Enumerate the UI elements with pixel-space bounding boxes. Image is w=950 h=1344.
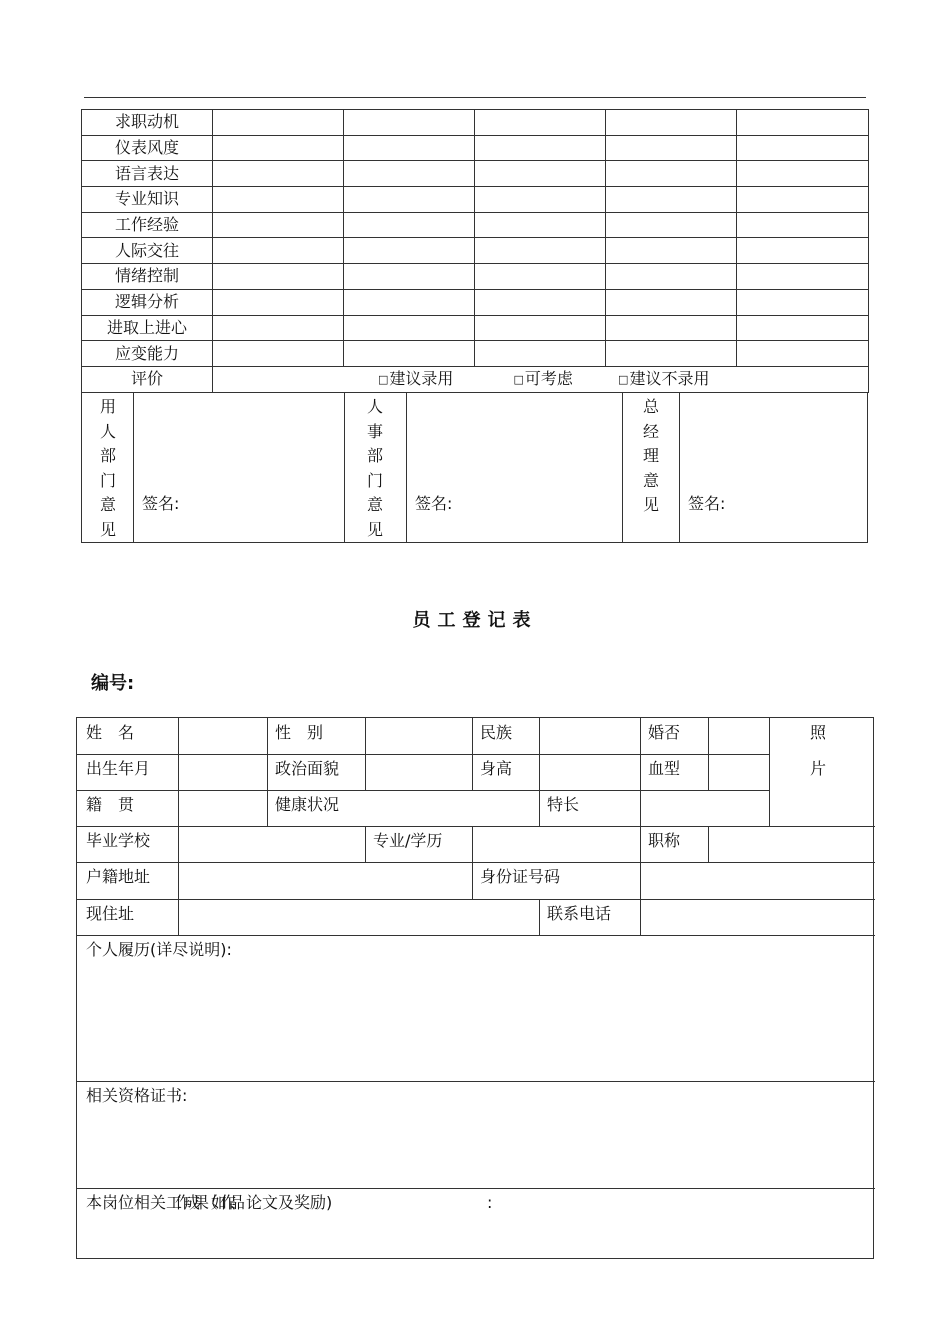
score-cell[interactable] [344, 187, 475, 213]
vertical-char: 人 [366, 397, 383, 416]
score-cell[interactable] [344, 135, 475, 161]
criteria-label: 人际交往 [82, 238, 213, 264]
option-not-recommend[interactable]: □建议不录用 [618, 368, 710, 388]
score-cell[interactable] [475, 264, 606, 290]
vertical-char: 意 [642, 470, 659, 490]
score-cell[interactable] [475, 135, 606, 161]
vertical-char: 见 [366, 519, 383, 539]
criteria-row [82, 238, 869, 264]
criteria-label: 工作经验 [82, 212, 213, 238]
criteria-row [82, 161, 869, 187]
score-cell[interactable] [213, 135, 344, 161]
criteria-label: 求职动机 [82, 110, 213, 136]
score-cell[interactable] [475, 238, 606, 264]
checkbox-icon: □ [513, 372, 524, 386]
criteria-label: 进取上进心 [82, 315, 213, 341]
score-cell[interactable] [213, 264, 344, 290]
form-title: 员工登记表 [412, 610, 538, 631]
criteria-label: 语言表达 [82, 161, 213, 187]
gm-signature-label: 签名: [688, 494, 726, 513]
employee-registration-form [76, 717, 874, 1259]
score-cell[interactable] [213, 161, 344, 187]
criteria-row [82, 341, 869, 367]
vertical-char: 见 [642, 495, 659, 515]
criteria-row [82, 135, 869, 161]
dept-signature-label: 签名: [142, 494, 180, 513]
rating-row [82, 366, 869, 392]
phone-label: 联系电话 [547, 904, 612, 923]
rating-label: 评价 [82, 366, 213, 392]
score-cell[interactable] [606, 135, 737, 161]
score-cell[interactable] [475, 289, 606, 315]
score-cell[interactable] [737, 187, 869, 213]
score-cell[interactable] [606, 187, 737, 213]
score-cell[interactable] [475, 110, 606, 136]
vertical-char: 见 [99, 519, 116, 539]
health-label: 健康状况 [275, 795, 340, 814]
score-cell[interactable] [737, 264, 869, 290]
score-cell[interactable] [344, 289, 475, 315]
vertical-char: 门 [366, 470, 383, 490]
criteria-row [82, 212, 869, 238]
criteria-row [82, 187, 869, 213]
checkbox-icon: □ [378, 372, 389, 386]
score-cell[interactable] [737, 161, 869, 187]
vertical-char: 用 [99, 397, 116, 416]
vertical-char: 部 [99, 446, 116, 466]
vertical-char: 门 [99, 470, 116, 490]
gender-label: 性 别 [275, 723, 324, 742]
professional-title-label: 职称 [648, 831, 681, 850]
vertical-char: 理 [642, 446, 659, 466]
score-cell[interactable] [344, 264, 475, 290]
score-cell[interactable] [213, 289, 344, 315]
marital-label: 婚否 [648, 723, 681, 742]
score-cell[interactable] [606, 341, 737, 367]
birth-label: 出生年月 [86, 759, 151, 778]
criteria-label: 逻辑分析 [82, 289, 213, 315]
score-cell[interactable] [213, 187, 344, 213]
score-cell[interactable] [344, 341, 475, 367]
ethnicity-label: 民族 [480, 723, 513, 742]
score-cell[interactable] [213, 315, 344, 341]
gm-opinion-label [641, 395, 661, 518]
school-label: 毕业学校 [86, 831, 151, 850]
score-cell[interactable] [737, 289, 869, 315]
criteria-label: 情绪控制 [82, 264, 213, 290]
vertical-char: 总 [642, 397, 659, 416]
score-cell[interactable] [606, 238, 737, 264]
rating-options [213, 366, 869, 392]
score-cell[interactable] [737, 315, 869, 341]
option-consider[interactable]: □可考虑 [513, 368, 573, 388]
criteria-label: 仪表风度 [82, 135, 213, 161]
vertical-char: 意 [99, 495, 116, 515]
checkbox-icon: □ [618, 372, 629, 386]
score-cell[interactable] [475, 315, 606, 341]
score-cell[interactable] [737, 110, 869, 136]
name-label: 姓 名 [86, 723, 135, 742]
score-cell[interactable] [606, 212, 737, 238]
criteria-row [82, 264, 869, 290]
vertical-char: 意 [366, 495, 383, 515]
score-cell[interactable] [213, 110, 344, 136]
score-cell[interactable] [213, 238, 344, 264]
opinions-section [81, 392, 868, 543]
criteria-row [82, 289, 869, 315]
score-cell[interactable] [475, 341, 606, 367]
form-number-label: 编号: [91, 673, 135, 694]
score-cell[interactable] [344, 212, 475, 238]
id-card-label: 身份证号码 [480, 867, 561, 886]
height-label: 身高 [480, 759, 513, 778]
score-cell[interactable] [606, 110, 737, 136]
achievements-label: 本岗位相关 工作成果（如作品 、论文及奖励) [86, 1193, 333, 1212]
blood-label: 血型 [648, 759, 681, 778]
criteria-row [82, 110, 869, 136]
photo-label: 片 [810, 759, 827, 778]
resume-label: 个人履历(详尽说明): [86, 940, 232, 959]
interview-evaluation-table [81, 109, 869, 393]
score-cell[interactable] [737, 238, 869, 264]
score-cell[interactable] [606, 264, 737, 290]
current-address-label: 现住址 [86, 904, 135, 923]
score-cell[interactable] [737, 135, 869, 161]
specialty-label: 特长 [547, 795, 580, 814]
vertical-char: 人 [99, 421, 116, 441]
photo-label: 照 [810, 723, 827, 742]
political-label: 政治面貌 [275, 759, 340, 778]
score-cell[interactable] [213, 212, 344, 238]
score-cell[interactable] [606, 289, 737, 315]
option-recommend[interactable]: □建议录用 [378, 368, 454, 388]
score-cell[interactable] [475, 161, 606, 187]
origin-label: 籍 贯 [86, 795, 135, 814]
header-rule [84, 97, 866, 98]
criteria-label: 应变能力 [82, 341, 213, 367]
score-cell[interactable] [606, 161, 737, 187]
score-cell[interactable] [475, 212, 606, 238]
criteria-label: 专业知识 [82, 187, 213, 213]
score-cell[interactable] [213, 341, 344, 367]
score-cell[interactable] [344, 238, 475, 264]
hr-signature-label: 签名: [415, 494, 453, 513]
household-address-label: 户籍地址 [86, 867, 151, 886]
score-cell[interactable] [344, 110, 475, 136]
score-cell[interactable] [344, 315, 475, 341]
score-cell[interactable] [344, 161, 475, 187]
certificates-label: 相关资格证书: [86, 1086, 188, 1105]
major-label: 专业/学历 [373, 831, 443, 850]
vertical-char: 经 [642, 421, 659, 441]
achievements-colon: : [487, 1193, 493, 1212]
criteria-row [82, 315, 869, 341]
hr-opinion-label [365, 395, 385, 543]
vertical-char: 部 [366, 446, 383, 466]
vertical-char: 事 [366, 421, 383, 441]
score-cell[interactable] [475, 187, 606, 213]
score-cell[interactable] [606, 315, 737, 341]
score-cell[interactable] [737, 212, 869, 238]
score-cell[interactable] [737, 341, 869, 367]
dept-opinion-label [98, 395, 118, 543]
